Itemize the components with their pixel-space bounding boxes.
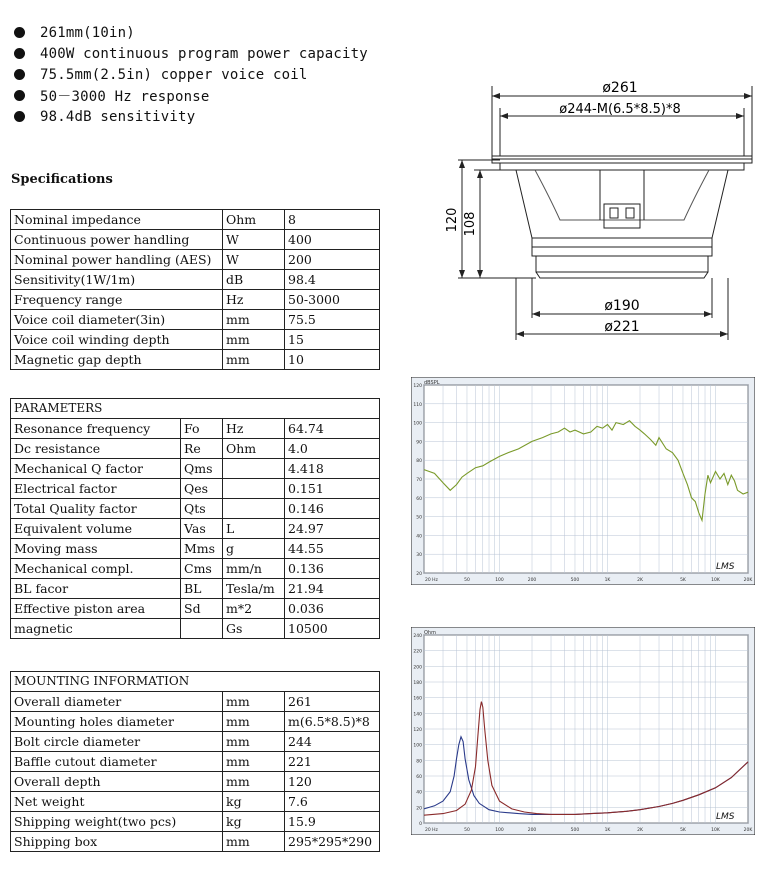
x-tick-label: 200 [527, 578, 537, 583]
mount-row [11, 792, 380, 812]
mount-cell: 120 [285, 772, 380, 792]
x-tick-label: 10K [711, 578, 720, 583]
mount-cell: 221 [285, 752, 380, 772]
param-cell: Qts [181, 499, 223, 519]
x-tick-label: 10K [711, 828, 720, 833]
param-cell: magnetic [11, 619, 181, 639]
y-tick-label: 20 [416, 572, 422, 577]
feature-text: 400W continuous program power capacity [40, 45, 368, 62]
spec-cell: Ohm [223, 210, 285, 230]
mount-cell: Mounting holes diameter [11, 712, 223, 732]
y-tick-label: 240 [413, 634, 422, 639]
param-row [11, 439, 380, 459]
spec-cell: 75.5 [285, 310, 380, 330]
spl-ylabel: dBSPL [424, 380, 440, 386]
x-tick-label: 200 [527, 828, 537, 833]
y-tick-label: 180 [413, 681, 422, 686]
x-tick-label: 20K [743, 578, 753, 583]
mount-cell: mm [223, 772, 285, 792]
spec-cell: Hz [223, 290, 285, 310]
spec-cell: Frequency range [11, 290, 223, 310]
param-cell: Ohm [223, 439, 285, 459]
param-cell: 4.418 [285, 459, 380, 479]
param-cell [223, 499, 285, 519]
spec-cell: W [223, 230, 285, 250]
y-tick-label: 140 [413, 712, 422, 718]
feature-text: 75.5mm(2.5in) copper voice coil [40, 66, 308, 83]
feature-text: 50－3000 Hz response [40, 88, 210, 105]
mount-cell: kg [223, 812, 285, 832]
param-cell: Mechanical compl. [11, 559, 181, 579]
param-row [11, 459, 380, 479]
spec-cell: mm [223, 310, 285, 330]
x-tick-label: 1K [604, 828, 611, 833]
bullet-icon [14, 48, 25, 59]
param-cell: Vas [181, 519, 223, 539]
bullet-icon [14, 27, 25, 38]
dim-overall-label: ø261 [602, 80, 638, 96]
feature-item [14, 64, 368, 85]
y-tick-label: 200 [413, 665, 422, 671]
y-tick-label: 50 [416, 515, 422, 521]
spec-cell: Magnetic gap depth [11, 350, 223, 370]
bullet-icon [14, 90, 25, 101]
y-tick-label: 100 [413, 743, 422, 749]
feature-item [14, 106, 368, 127]
bullet-icon [14, 111, 25, 122]
parameters-header-row [11, 399, 380, 419]
spec-row [11, 330, 380, 350]
y-tick-label: 40 [416, 534, 422, 540]
speaker-drawing [440, 78, 760, 342]
spec-cell: W [223, 250, 285, 270]
param-cell: 10500 [285, 619, 380, 639]
spec-cell: 8 [285, 210, 380, 230]
mount-row [11, 732, 380, 752]
spec-row [11, 310, 380, 330]
param-cell: Gs [223, 619, 285, 639]
feature-text: 98.4dB sensitivity [40, 108, 196, 125]
param-cell: Equivalent volume [11, 519, 181, 539]
param-cell: 21.94 [285, 579, 380, 599]
y-tick-label: 120 [413, 728, 422, 733]
y-tick-label: 220 [413, 649, 422, 655]
param-row [11, 599, 380, 619]
y-tick-label: 120 [413, 384, 422, 389]
mount-cell: Bolt circle diameter [11, 732, 223, 752]
param-cell: L [223, 519, 285, 539]
x-tick-label: 100 [495, 578, 504, 583]
spec-cell: Voice coil winding depth [11, 330, 223, 350]
mount-row [11, 692, 380, 712]
param-cell: Fo [181, 419, 223, 439]
param-row [11, 519, 380, 539]
param-cell: g [223, 539, 285, 559]
param-cell: Total Quality factor [11, 499, 181, 519]
param-cell: 0.136 [285, 559, 380, 579]
mount-cell: Shipping box [11, 832, 223, 852]
param-cell: Moving mass [11, 539, 181, 559]
mount-cell: mm [223, 712, 285, 732]
mount-cell: Baffle cutout diameter [11, 752, 223, 772]
mount-cell: mm [223, 692, 285, 712]
mount-cell: 15.9 [285, 812, 380, 832]
spec-cell: 200 [285, 250, 380, 270]
param-cell: Resonance frequency [11, 419, 181, 439]
mount-cell: 295*295*290 [285, 832, 380, 852]
lms-logo: LMS [716, 812, 735, 822]
spec-cell: mm [223, 350, 285, 370]
x-tick-label: 2K [637, 578, 643, 583]
x-tick-label: 20K [743, 828, 753, 833]
mount-cell: Shipping weight(two pcs) [11, 812, 223, 832]
param-row [11, 539, 380, 559]
y-tick-label: 80 [416, 759, 422, 765]
param-cell: Mechanical Q factor [11, 459, 181, 479]
y-tick-label: 80 [416, 459, 422, 465]
spec-cell: dB [223, 270, 285, 290]
spec-row [11, 290, 380, 310]
feature-item [14, 43, 368, 64]
y-tick-label: 60 [416, 496, 422, 502]
y-tick-label: 100 [413, 421, 422, 427]
mount-cell: mm [223, 732, 285, 752]
spec-cell: Nominal power handling (AES) [11, 250, 223, 270]
param-cell: Electrical factor [11, 479, 181, 499]
param-row [11, 419, 380, 439]
bullet-icon [14, 69, 25, 80]
x-tick-label: 1K [604, 578, 611, 583]
mount-cell: Overall depth [11, 772, 223, 792]
impedance-chart [411, 627, 755, 835]
x-tick-label: 2K [637, 828, 643, 833]
mount-cell: mm [223, 832, 285, 852]
x-tick-label: 5K [680, 578, 686, 583]
param-cell: Sd [181, 599, 223, 619]
spec-cell: mm [223, 330, 285, 350]
param-cell: BL [181, 579, 223, 599]
param-row [11, 479, 380, 499]
param-cell: Mms [181, 539, 223, 559]
spl-response-chart [411, 377, 755, 585]
spec-cell: Continuous power handling [11, 230, 223, 250]
param-cell: 0.146 [285, 499, 380, 519]
param-cell: Hz [223, 419, 285, 439]
x-tick-label: 20 Hz [425, 578, 438, 583]
spec-row [11, 230, 380, 250]
param-cell [223, 479, 285, 499]
dim-holes-label: ø244-M(6.5*8.5)*8 [559, 102, 681, 117]
specifications-title: Specifications [11, 172, 113, 187]
param-cell: 44.55 [285, 539, 380, 559]
mount-row [11, 832, 380, 852]
feature-item [14, 22, 368, 43]
param-row [11, 619, 380, 639]
spec-cell: Sensitivity(1W/1m) [11, 270, 223, 290]
dim-depth-label: 108 [463, 211, 478, 237]
spec-row [11, 270, 380, 290]
x-tick-label: 5K [680, 828, 686, 833]
x-tick-label: 50 [464, 828, 470, 833]
parameters-title: PARAMETERS [11, 399, 380, 419]
param-cell: Effective piston area [11, 599, 181, 619]
param-cell: 64.74 [285, 419, 380, 439]
mount-cell: Overall diameter [11, 692, 223, 712]
x-tick-label: 500 [570, 828, 580, 833]
spec-cell: 15 [285, 330, 380, 350]
spec-cell: 400 [285, 230, 380, 250]
param-cell: BL facor [11, 579, 181, 599]
y-tick-label: 20 [416, 806, 422, 812]
param-cell [223, 459, 285, 479]
mount-cell: 244 [285, 732, 380, 752]
lms-logo: LMS [716, 562, 735, 572]
y-tick-label: 110 [413, 402, 422, 408]
mounting-table [10, 671, 380, 852]
x-tick-label: 500 [570, 578, 580, 583]
feature-item [14, 85, 368, 106]
x-tick-label: 20 Hz [425, 828, 438, 833]
mount-cell: m(6.5*8.5)*8 [285, 712, 380, 732]
mount-row [11, 752, 380, 772]
y-tick-label: 30 [416, 553, 422, 559]
mount-cell: 261 [285, 692, 380, 712]
y-tick-label: 160 [413, 696, 422, 702]
param-cell: Tesla/m [223, 579, 285, 599]
param-cell: 0.036 [285, 599, 380, 619]
spec-cell: Voice coil diameter(3in) [11, 310, 223, 330]
param-cell: m*2 [223, 599, 285, 619]
spec-row [11, 350, 380, 370]
param-row [11, 499, 380, 519]
y-tick-label: 70 [416, 478, 422, 483]
spec-cell: Nominal impedance [11, 210, 223, 230]
feature-list [14, 22, 368, 127]
param-row [11, 559, 380, 579]
x-tick-label: 50 [464, 578, 470, 583]
dim-height-label: 120 [445, 207, 460, 233]
mount-row [11, 712, 380, 732]
spec-row [11, 210, 380, 230]
y-tick-label: 40 [416, 790, 422, 796]
param-cell: mm/n [223, 559, 285, 579]
parameters-table [10, 398, 380, 639]
impedance-ylabel: Ohm [424, 630, 436, 636]
x-tick-label: 100 [495, 828, 504, 833]
mount-cell: Net weight [11, 792, 223, 812]
param-cell: 24.97 [285, 519, 380, 539]
param-cell: Qes [181, 479, 223, 499]
specifications-table [10, 209, 380, 370]
spec-cell: 98.4 [285, 270, 380, 290]
mount-cell: 7.6 [285, 792, 380, 812]
mount-row [11, 772, 380, 792]
param-cell: Re [181, 439, 223, 459]
mount-cell: mm [223, 752, 285, 772]
param-cell: Dc resistance [11, 439, 181, 459]
spec-cell: 50-3000 [285, 290, 380, 310]
spec-row [11, 250, 380, 270]
param-row [11, 579, 380, 599]
dim-magnet-label: ø190 [604, 298, 640, 314]
y-tick-label: 60 [416, 775, 422, 780]
mounting-header-row [11, 672, 380, 692]
param-cell: 0.151 [285, 479, 380, 499]
feature-text: 261mm(10in) [40, 24, 135, 41]
spec-cell: 10 [285, 350, 380, 370]
param-cell [181, 619, 223, 639]
param-cell: Cms [181, 559, 223, 579]
mounting-title: MOUNTING INFORMATION [11, 672, 380, 692]
y-tick-label: 0 [419, 822, 422, 827]
param-cell: 4.0 [285, 439, 380, 459]
dim-cutout-label: ø221 [604, 319, 640, 335]
y-tick-label: 90 [416, 440, 422, 446]
mount-row [11, 812, 380, 832]
param-cell: Qms [181, 459, 223, 479]
mount-cell: kg [223, 792, 285, 812]
